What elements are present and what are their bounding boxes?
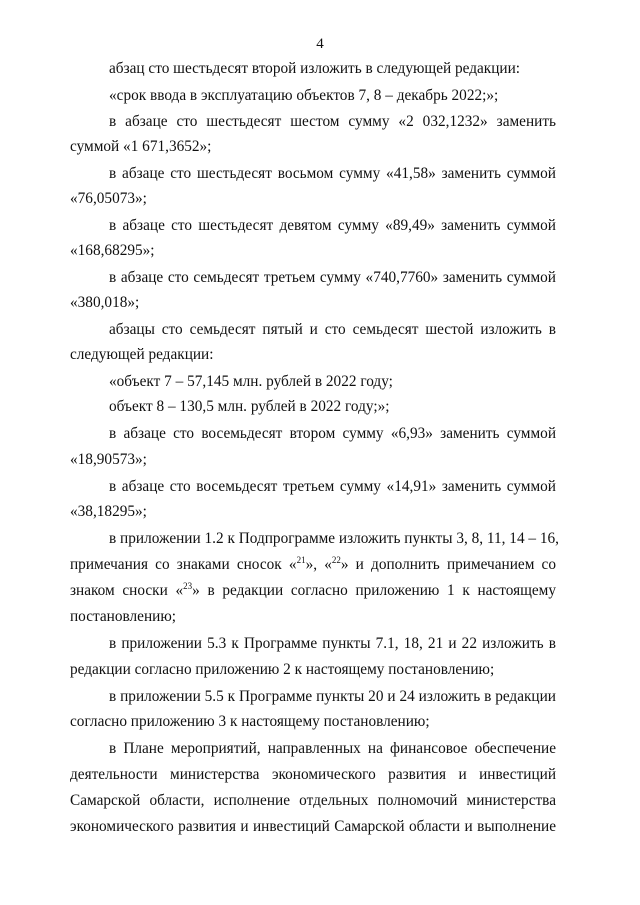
text-line: объект 8 – 130,5 млн. рублей в 2022 году;»; xyxy=(109,398,390,415)
text-line: экономического развития и инвестиций Самарской области и выполнение xyxy=(70,818,556,835)
text-line: «76,05073»; xyxy=(70,190,147,207)
text-line: в абзаце сто восемьдесят третьем сумму «14,91» заменить суммой xyxy=(109,478,556,495)
text-line: «срок ввода в эксплуатацию объектов 7, 8 – декабрь 2022;»; xyxy=(109,87,499,104)
text-line: абзац сто шестьдесят второй изложить в следующей редакции: xyxy=(109,60,521,77)
text-line: в Плане мероприятий, направленных на финансовое обеспечение xyxy=(109,740,556,757)
footnote-ref-21: 21 xyxy=(296,555,306,565)
text-fragment: примечания со знаками сносок xyxy=(70,556,282,573)
text-line: «168,68295»; xyxy=(70,242,155,259)
quote-separator: », « xyxy=(305,556,332,573)
footnote-ref-22: 22 xyxy=(331,555,341,565)
text-line: Самарской области, исполнение отдельных полномочий министерства xyxy=(70,792,556,809)
text-line: в приложении 1.2 к Подпрограмме изложить пункты 3, 8, 11, 14 – 16, xyxy=(109,530,560,547)
text-line: в абзаце сто восемьдесят втором сумму «6,93» заменить суммой xyxy=(109,425,556,442)
text-line: в абзаце сто шестьдесят шестом сумму «2 032,1232» заменить xyxy=(109,113,556,130)
text-line: постановлению; xyxy=(70,608,176,625)
text-line: в абзаце сто семьдесят третьем сумму «740,7760» заменить суммой xyxy=(109,269,556,286)
text-line: в абзаце сто шестьдесят девятом сумму «89,49» заменить суммой xyxy=(109,217,556,234)
text-line: согласно приложению 3 к настоящему постановлению; xyxy=(70,713,430,730)
text-line: «18,90573»; xyxy=(70,451,147,468)
text-line: редакции согласно приложению 2 к настоящему постановлению; xyxy=(70,661,495,678)
text-line: «38,18295»; xyxy=(70,503,147,520)
text-line: в приложении 5.3 к Программе пункты 7.1, 18, 21 и 22 изложить в xyxy=(109,635,556,652)
text-line-footnotes xyxy=(70,556,556,574)
text-line: в приложении 5.5 к Программе пункты 20 и 24 изложить в редакции xyxy=(109,688,556,705)
footnote-ref-23: 23 xyxy=(183,581,193,591)
page-number: 4 xyxy=(316,36,324,52)
text-line: «объект 7 – 57,145 млн. рублей в 2022 году; xyxy=(109,373,393,390)
text-line-footnotes xyxy=(70,582,556,600)
text-line: деятельности министерства экономического развития и инвестиций xyxy=(70,766,556,783)
text-line: «380,018»; xyxy=(70,294,140,311)
text-line: в абзаце сто шестьдесят восьмом сумму «41,58» заменить суммой xyxy=(109,165,556,182)
text-fragment: » и дополнить примечанием со xyxy=(340,556,556,573)
quote-open: « xyxy=(288,556,297,573)
text-fragment: знаком сноски « xyxy=(70,582,184,599)
text-line: суммой «1 671,3652»; xyxy=(70,138,212,155)
text-line: следующей редакции: xyxy=(70,346,214,363)
text-fragment: » в редакции согласно приложению 1 к настоящему xyxy=(192,582,556,599)
text-line: абзацы сто семьдесят пятый и сто семьдесят шестой изложить в xyxy=(109,321,556,338)
